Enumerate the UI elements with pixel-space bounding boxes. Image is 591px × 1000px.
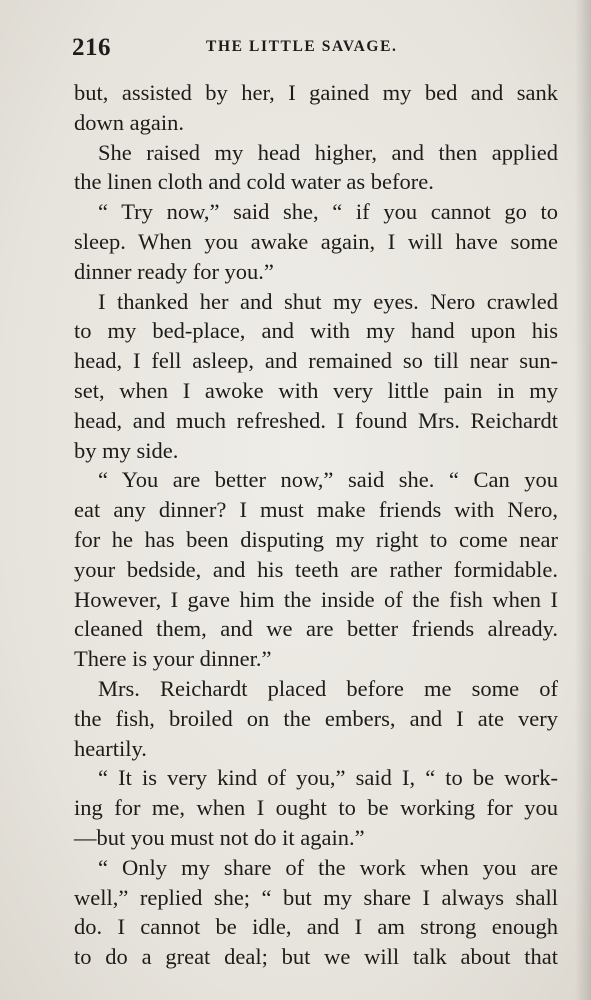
text-line: well,” replied she; “ but my share I always shall: [74, 884, 558, 910]
text-line: sleep. When you awake again, I will have some: [74, 228, 558, 254]
text-line: “ You are better now,” said she. “ Can you: [98, 467, 558, 493]
text-line: but, assisted by her, I gained my bed and sank: [74, 80, 558, 105]
text-line: down again.: [74, 109, 184, 135]
text-line: “ It is very kind of you,” said I, “ to be work-: [98, 765, 558, 791]
running-head: THE LITTLE SAVAGE.: [206, 38, 398, 55]
text-line: Mrs. Reichardt placed before me some of: [98, 675, 558, 701]
text-line: “ Try now,” said she, “ if you cannot go to: [98, 199, 558, 225]
text-line: head, and much refreshed. I found Mrs. Reichardt: [74, 407, 558, 433]
text-line: She raised my head higher, and then applied: [98, 139, 558, 165]
text-line: to my bed-place, and with my hand upon his: [74, 318, 558, 344]
text-line: the fish, broiled on the embers, and I ate very: [74, 705, 558, 731]
text-line: cleaned them, and we are better friends already.: [74, 616, 558, 642]
body-text: [74, 78, 558, 972]
text-line: head, I fell asleep, and remained so till near sun-: [74, 348, 558, 374]
text-line: “ Only my share of the work when you are: [98, 854, 558, 880]
text-line: dinner ready for you.”: [74, 258, 274, 284]
text-line: heartily.: [74, 735, 147, 761]
text-line: to do a great deal; but we will talk about that: [74, 944, 558, 970]
text-line: do. I cannot be idle, and I am strong enough: [74, 914, 558, 940]
page-number: 216: [72, 34, 111, 61]
text-line: I thanked her and shut my eyes. Nero crawled: [98, 288, 558, 314]
text-line: —but you must not do it again.”: [74, 824, 365, 850]
text-line: your bedside, and his teeth are rather formidable.: [74, 556, 558, 582]
text-line: There is your dinner.”: [74, 646, 272, 672]
text-line: However, I gave him the inside of the fish when I: [74, 586, 558, 612]
text-line: ing for me, when I ought to be working for you: [74, 795, 558, 821]
page-header: [72, 34, 560, 64]
text-line: set, when I awoke with very little pain in my: [74, 377, 558, 403]
text-line: eat any dinner? I must make friends with Nero,: [74, 497, 558, 523]
text-line: by my side.: [74, 437, 179, 463]
text-line: the linen cloth and cold water as before.: [74, 169, 434, 195]
text-line: for he has been disputing my right to come near: [74, 526, 558, 552]
